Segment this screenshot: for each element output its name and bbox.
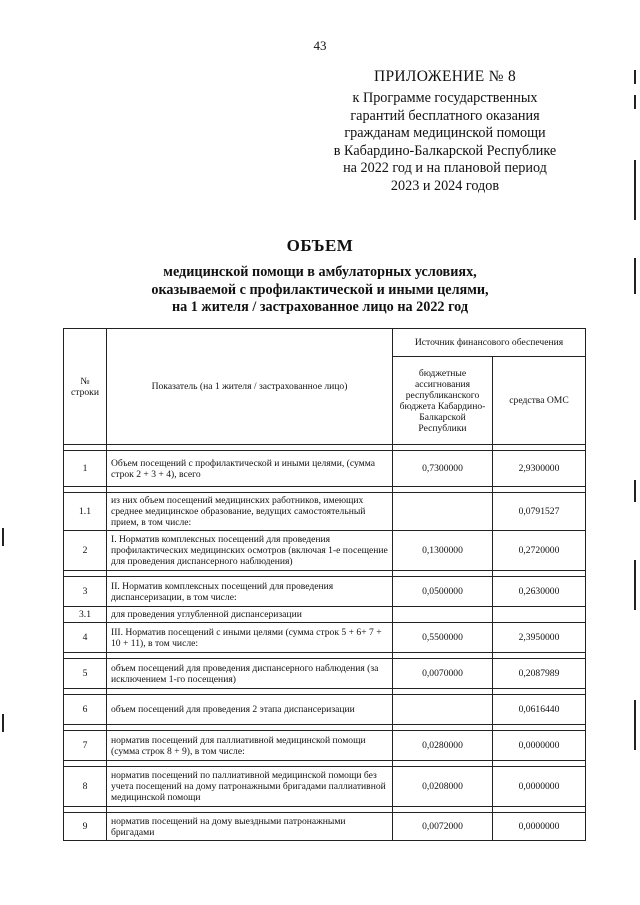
row-indicator: III. Норматив посещений с иными целями (сумма строк 5 + 6+ 7 + 10 + 11), в том числе: xyxy=(107,623,393,653)
row-budget-value: 0,1300000 xyxy=(393,531,493,571)
appendix-line: гарантий бесплатного оказания xyxy=(350,107,540,124)
table-row xyxy=(64,531,586,571)
row-budget-value xyxy=(393,607,493,623)
row-number: 6 xyxy=(64,695,107,725)
scan-mark xyxy=(634,258,636,294)
appendix-line: гражданам медицинской помощи xyxy=(344,125,546,142)
row-number: 3 xyxy=(64,577,107,607)
row-indicator: норматив посещений по паллиативной медицинской помощи без учета посещений на дому патронажными бригадами паллиативной медицинской помощи xyxy=(107,767,393,807)
row-budget-value: 0,0280000 xyxy=(393,731,493,761)
row-indicator: объем посещений для проведения диспансерного наблюдения (за исключением 1-го посещения) xyxy=(107,659,393,689)
row-budget-value: 0,0070000 xyxy=(393,659,493,689)
scan-mark xyxy=(634,70,636,84)
document-heading xyxy=(0,236,640,317)
row-budget-value xyxy=(393,493,493,531)
row-oms-value xyxy=(493,607,586,623)
row-budget-value: 0,0208000 xyxy=(393,767,493,807)
row-budget-value: 0,5500000 xyxy=(393,623,493,653)
heading-title: ОБЪЕМ xyxy=(286,236,354,255)
row-number: 5 xyxy=(64,659,107,689)
row-oms-value: 2,3950000 xyxy=(493,623,586,653)
row-budget-value: 0,0500000 xyxy=(393,577,493,607)
row-oms-value: 0,0616440 xyxy=(493,695,586,725)
header-oms: средства ОМС xyxy=(493,357,586,445)
table-row xyxy=(64,813,586,841)
heading-line: оказываемой с профилактической и иными целями, xyxy=(151,281,489,298)
header-funding-source: Источник финансового обеспечения xyxy=(393,329,586,357)
row-oms-value: 2,9300000 xyxy=(493,451,586,487)
table-row xyxy=(64,731,586,761)
row-number: 4 xyxy=(64,623,107,653)
row-indicator: норматив посещений для паллиативной медицинской помощи (сумма строк 8 + 9), в том числе: xyxy=(107,731,393,761)
row-number: 7 xyxy=(64,731,107,761)
volume-table xyxy=(63,328,586,841)
scan-mark xyxy=(2,714,4,732)
row-number: 9 xyxy=(64,813,107,841)
row-indicator: для проведения углубленной диспансеризации xyxy=(107,607,393,623)
appendix-title: ПРИЛОЖЕНИЕ № 8 xyxy=(373,68,517,85)
appendix-line: к Программе государственных xyxy=(352,90,538,106)
heading-line: медицинской помощи в амбулаторных условиях, xyxy=(163,264,477,280)
row-oms-value: 0,0791527 xyxy=(493,493,586,531)
row-oms-value: 0,0000000 xyxy=(493,731,586,761)
row-number: 8 xyxy=(64,767,107,807)
table-row xyxy=(64,607,586,623)
row-number: 3.1 xyxy=(64,607,107,623)
row-oms-value: 0,2087989 xyxy=(493,659,586,689)
row-indicator: объем посещений для проведения 2 этапа диспансеризации xyxy=(107,695,393,725)
table-row xyxy=(64,695,586,725)
scan-mark xyxy=(634,95,636,109)
row-budget-value: 0,7300000 xyxy=(393,451,493,487)
scan-mark xyxy=(634,480,636,502)
table-row xyxy=(64,493,586,531)
row-budget-value: 0,0072000 xyxy=(393,813,493,841)
scan-mark xyxy=(634,160,636,220)
table-row xyxy=(64,577,586,607)
row-number: 2 xyxy=(64,531,107,571)
row-number: 1 xyxy=(64,451,107,487)
row-oms-value: 0,0000000 xyxy=(493,813,586,841)
appendix-block xyxy=(300,0,590,196)
header-row-number: № строки xyxy=(64,329,107,445)
header-indicator: Показатель (на 1 жителя / застрахованное лицо) xyxy=(107,329,393,445)
row-oms-value: 0,0000000 xyxy=(493,767,586,807)
row-budget-value xyxy=(393,695,493,725)
appendix-line: на 2022 год и на плановой период xyxy=(343,160,547,177)
table-row xyxy=(64,623,586,653)
row-indicator: норматив посещений на дому выездными патронажными бригадами xyxy=(107,813,393,841)
table-row xyxy=(64,767,586,807)
scan-mark xyxy=(2,528,4,546)
appendix-line: 2023 и 2024 годов xyxy=(390,177,500,194)
row-indicator: Объем посещений с профилактической и иными целями, (сумма строк 2 + 3 + 4), всего xyxy=(107,451,393,487)
row-indicator: II. Норматив комплексных посещений для проведения диспансеризации, в том числе: xyxy=(107,577,393,607)
table-row xyxy=(64,451,586,487)
row-number: 1.1 xyxy=(64,493,107,531)
header-budget: бюджетные ассигнования республиканского бюджета Кабардино-Балкарской Республики xyxy=(393,357,493,445)
page-number: 43 xyxy=(313,38,327,53)
row-oms-value: 0,2720000 xyxy=(493,531,586,571)
row-oms-value: 0,2630000 xyxy=(493,577,586,607)
appendix-line: в Кабардино-Балкарской Республике xyxy=(333,142,557,159)
table-row xyxy=(64,659,586,689)
scan-mark xyxy=(634,560,636,610)
row-indicator: I. Норматив комплексных посещений для проведения профилактических медицинских осмотров (включая 1-е посещение для проведения диспансерного наблюдения) xyxy=(107,531,393,571)
scan-mark xyxy=(634,700,636,750)
row-indicator: из них объем посещений медицинских работников, имеющих среднее медицинское образование, ведущих самостоятельный прием, в том числе: xyxy=(107,493,393,531)
heading-line: на 1 жителя / застрахованное лицо на 2022 год xyxy=(171,299,469,316)
